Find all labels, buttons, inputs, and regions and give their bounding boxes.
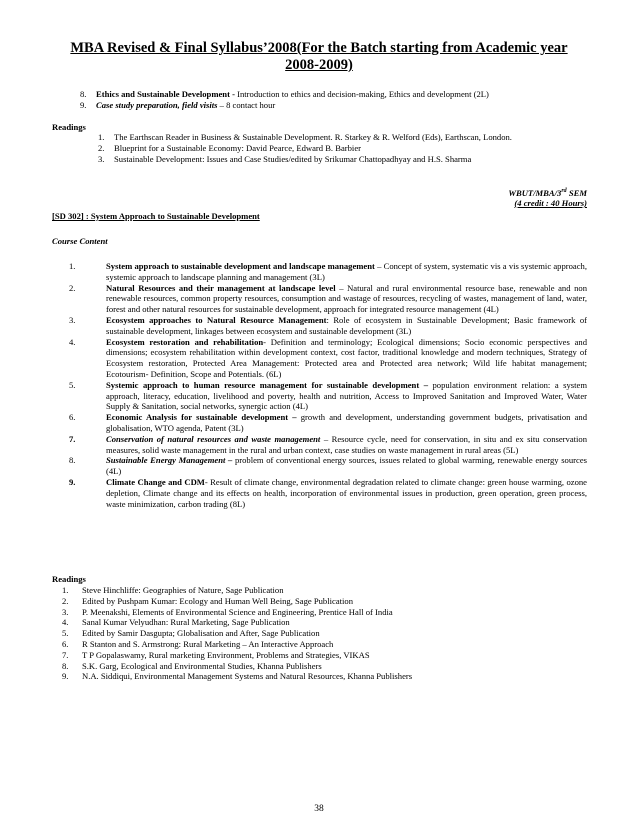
course-content-list [69,261,587,509]
reading-item: 1. Steve Hinchliffe: Geographies of Nature, Sage Publication [62,585,284,595]
reading-item: 3. P. Meenakshi, Elements of Environmental Science and Engineering, Prentice Hall of India [62,606,393,617]
content-item-7: 7. Conservation of natural resources and waste management – Resource cycle, need for conservation, in situ and ex situ conservation measures, solid waste management in the rural and urban context, case studies on waste management in rural areas (5L) [69,433,587,455]
content-item-5: 5. Systemic approach to human resource management for sustainable development – population environment relation: a system approach, literacy, education, livelihood and poverty, health and nutrition, Access to Improved Sanitation and Improved Water, Water Supply & Sanitation, social networks, synergic action (4L) [69,379,587,412]
title-line-2: 2008-2009) [285,57,353,73]
item-number: 9. [80,99,87,110]
semester-label: WBUT/MBA/3rd SEM [508,187,587,198]
content-item-6: 6. Economic Analysis for sustainable development – growth and development, understanding government budgets, privatisation and globalisation, WTO agenda, Patent (3L) [69,412,588,433]
reading-item: 6. R Stanton and S. Armstrong: Rural Marketing – An Interactive Approach [62,638,334,649]
item-number: 8. [80,89,87,99]
reading-item: 9. N.A. Siddiqui, Environmental Management Systems and Natural Resources, Khanna Publishers [62,671,413,682]
top-items [80,89,587,111]
reading-item: 1. The Earthscan Reader in Business & Sustainable Development. R. Starkey & R. Welford (Eds), Earthscan, London. [98,132,512,142]
reading-item: 2. Edited by Pushpam Kumar: Ecology and Human Well Being, Sage Publication [62,595,354,606]
content-item-3: 3. Ecosystem approaches to Natural Resource Management: Role of ecosystem in Sustainable Development; Basic framework of sustainable development, linkages between ecosystem and sustainable development (3L) [69,314,587,336]
item-text: Ethics and Sustainable Development - Introduction to ethics and decision-making, Ethics and development (2L) [96,89,489,99]
readings-list-1 [98,132,587,164]
reading-item: 8. S.K. Garg, Ecological and Environmental Studies, Khanna Publishers [62,660,322,671]
content-item-4: 4. Ecosystem restoration and rehabilitation- Definition and terminology; Ecological dimensions; Socio economic perspectives and dimensions; ecosystem rehabilitation within development context, cost factor, traditional knowledge and modern techniques, Strategy of Ecosystem restoration, Protected Area Management: Protected area and Protected area network; Wild life habitat management; Ecotourism- Definition, Scope and Potentials. (6L) [69,336,587,379]
readings-list-2 [62,585,587,682]
credit-label: (4 credit : 40 Hours) [514,198,587,208]
reading-item: 5. Edited by Samir Dasgupta; Globalisation and After, Sage Publication [62,628,320,639]
title-line-1: MBA Revised & Final Syllabus’2008(For the Batch starting from Academic year [70,40,568,56]
content-item-1: 1. System approach to sustainable development and landscape management – Concept of system, systematic vis a vis systemic approach, systemic approach to landscape planning and management (3L) [69,261,587,282]
page-number: 38 [314,804,324,814]
course-title: [SD 302] : System Approach to Sustainable Development [52,211,260,221]
page-title [50,40,588,74]
reading-item: 2. Blueprint for a Sustainable Economy: David Pearce, Edward B. Barbier [98,142,361,153]
top-item-8 [80,89,587,100]
content-item-8: 8. Sustainable Energy Management – problem of conventional energy sources, issues related to global warming, renewable energy sources (4L) [69,455,587,477]
content-item-2: 2. Natural Resources and their management at landscape level – Natural and rural environmental resource base, renewable and non renewable resources, common property resources, consumption and wastage of resources, recycling of wastes, management of land, water, forest and other natural resources for sustainable development, approach for integrated resource management (4L) [69,282,587,315]
reading-item: 3. Sustainable Development: Issues and Case Studies/edited by Srikumar Chattopadhyay and H.S. Sharma [98,153,472,164]
top-item-9 [80,100,587,111]
readings-heading-1: Readings [52,122,86,132]
reading-item: 4. Sanal Kumar Velyudhan: Rural Marketing, Sage Publication [62,617,290,628]
reading-item: 7. T P Gopalaswamy, Rural marketing Environment, Problems and Strategies, VIKAS [62,649,370,660]
item-text: Case study preparation, field visits – 8 contact hour [96,99,276,110]
content-item-9: 9. Climate Change and CDM- Result of climate change, environmental degradation related to climate change: green house warming, ozone depletion, Climate change and its effects on health, incorporation of environmental issues in production, green operation, green process, waste minimization, carbon trading (8L) [69,476,587,509]
course-content-heading: Course Content [52,236,108,246]
readings-heading-2: Readings [52,574,86,584]
